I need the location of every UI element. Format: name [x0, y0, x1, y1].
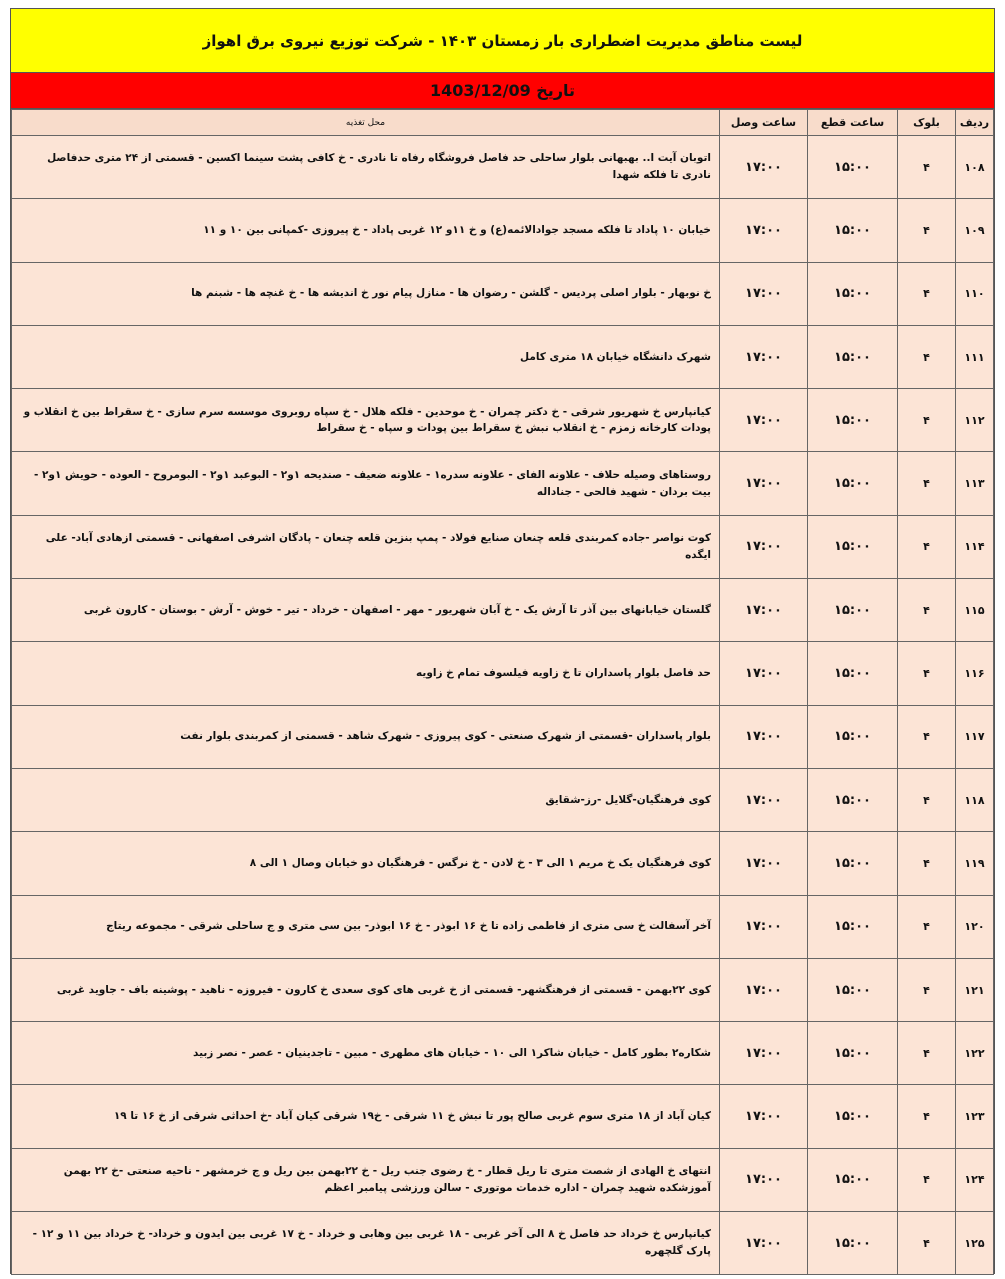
- block-cell: ۴: [898, 325, 956, 388]
- block-cell: ۴: [898, 1148, 956, 1211]
- connect-time-cell: ۱۷:۰۰: [720, 958, 808, 1021]
- block-cell: ۴: [898, 768, 956, 831]
- row-number-cell: ۱۲۰: [956, 895, 994, 958]
- cut-time-cell: ۱۵:۰۰: [808, 136, 898, 199]
- table-row: [12, 832, 994, 895]
- connect-time-cell: ۱۷:۰۰: [720, 768, 808, 831]
- table-row: [12, 1212, 994, 1275]
- block-header: بلوک: [898, 110, 956, 136]
- location-cell: گلستان خیابانهای بین آذر تا آرش یک - خ آبان شهریور - مهر - اصفهان - خرداد - تیر - خوش - آرش - بوستان - کارون غربی: [12, 579, 720, 642]
- location-cell: کیانپارس خ خرداد حد فاصل خ ۸ الی آخر غربی - ۱۸ غربی بین وهابی و خرداد - خ ۱۷ غربی بین ایدون و خرداد- خ خرداد بین ۱۱ و ۱۲ - پارک گلچهره: [12, 1212, 720, 1275]
- block-cell: ۴: [898, 579, 956, 642]
- row-number-cell: ۱۰۹: [956, 199, 994, 262]
- row-number-header: ردیف: [956, 110, 994, 136]
- row-number-cell: ۱۲۵: [956, 1212, 994, 1275]
- table-row: [12, 705, 994, 768]
- location-cell: بلوار پاسداران -قسمتی از شهرک صنعتی - کوی پیروزی - شهرک شاهد - قسمتی از کمربندی بلوار نفت: [12, 705, 720, 768]
- location-cell: شکاره۲ بطور کامل - خیابان شاکر۱ الی ۱۰ - خیابان های مطهری - مبین - تاجدینیان - عصر - نصر زبید: [12, 1022, 720, 1085]
- cut-time-cell: ۱۵:۰۰: [808, 515, 898, 578]
- cut-time-cell: ۱۵:۰۰: [808, 895, 898, 958]
- cut-time-cell: ۱۵:۰۰: [808, 958, 898, 1021]
- table-row: [12, 895, 994, 958]
- block-cell: ۴: [898, 262, 956, 325]
- table-row: [12, 325, 994, 388]
- cut-time-cell: ۱۵:۰۰: [808, 1022, 898, 1085]
- location-cell: کوت نواصر -جاده کمربندی قلعه چنعان صنایع فولاد - پمپ بنزین قلعه چنعان - پادگان اشرفی اصفهانی - قسمتی ازهادی آباد- علی ایگده: [12, 515, 720, 578]
- connect-time-cell: ۱۷:۰۰: [720, 1148, 808, 1211]
- block-cell: ۴: [898, 515, 956, 578]
- cut-time-cell: ۱۵:۰۰: [808, 325, 898, 388]
- cut-time-cell: ۱۵:۰۰: [808, 832, 898, 895]
- row-number-cell: ۱۱۸: [956, 768, 994, 831]
- connect-time-cell: ۱۷:۰۰: [720, 1022, 808, 1085]
- cut-time-cell: ۱۵:۰۰: [808, 768, 898, 831]
- row-number-cell: ۱۰۸: [956, 136, 994, 199]
- location-cell: شهرک دانشگاه خیابان ۱۸ متری کامل: [12, 325, 720, 388]
- block-cell: ۴: [898, 895, 956, 958]
- location-cell: کیانپارس خ شهریور شرقی - خ دکتر چمران - خ موحدین - فلکه هلال - خ سپاه روبروی موسسه سرم سازی - خ سقراط بین خ انقلاب و پودات کارخانه زمزم - خ انقلاب نبش خ سقراط بین پودات و سپاه - خ سقراط: [12, 389, 720, 452]
- cut-time-cell: ۱۵:۰۰: [808, 705, 898, 768]
- page-title: لیست مناطق مدیریت اضطراری بار زمستان ۱۴۰۳ - شرکت توزیع نیروی برق اهواز: [11, 9, 994, 73]
- cut-time-cell: ۱۵:۰۰: [808, 1085, 898, 1148]
- block-cell: ۴: [898, 452, 956, 515]
- cut-time-cell: ۱۵:۰۰: [808, 199, 898, 262]
- table-row: [12, 1022, 994, 1085]
- connect-time-header: ساعت وصل: [720, 110, 808, 136]
- row-number-cell: ۱۱۲: [956, 389, 994, 452]
- row-number-cell: ۱۱۵: [956, 579, 994, 642]
- table-row: [12, 642, 994, 705]
- row-number-cell: ۱۲۴: [956, 1148, 994, 1211]
- row-number-cell: ۱۱۷: [956, 705, 994, 768]
- row-number-cell: ۱۱۰: [956, 262, 994, 325]
- row-number-cell: ۱۱۱: [956, 325, 994, 388]
- row-number-cell: ۱۱۶: [956, 642, 994, 705]
- table-row: [12, 452, 994, 515]
- table-row: [12, 1148, 994, 1211]
- block-cell: ۴: [898, 1022, 956, 1085]
- location-cell: اتوبان آیت ا.. بهبهانی بلوار ساحلی حد فاصل فروشگاه رفاه تا نادری - خ کافی پشت سینما اکسین - قسمتی از ۲۴ متری حدفاصل نادری تا فلکه شهدا: [12, 136, 720, 199]
- connect-time-cell: ۱۷:۰۰: [720, 579, 808, 642]
- connect-time-cell: ۱۷:۰۰: [720, 325, 808, 388]
- table-row: [12, 1085, 994, 1148]
- connect-time-cell: ۱۷:۰۰: [720, 199, 808, 262]
- cut-time-cell: ۱۵:۰۰: [808, 389, 898, 452]
- block-cell: ۴: [898, 389, 956, 452]
- table-body: [12, 136, 994, 1275]
- location-cell: انتهای خ الهادی از شصت متری تا ریل قطار - خ رضوی جنب ریل - خ ۲۲بهمن بین ریل و ج خرمشهر - ناحیه صنعتی -خ ۲۲ بهمن آموزشکده شهید چمران - اداره خدمات موتوری - سالن ورزشی پیامبر اعظم: [12, 1148, 720, 1211]
- schedule-sheet: [10, 8, 995, 1274]
- table-row: [12, 199, 994, 262]
- block-cell: ۴: [898, 136, 956, 199]
- connect-time-cell: ۱۷:۰۰: [720, 705, 808, 768]
- cut-time-cell: ۱۵:۰۰: [808, 452, 898, 515]
- row-number-cell: ۱۱۹: [956, 832, 994, 895]
- row-number-cell: ۱۲۲: [956, 1022, 994, 1085]
- table-header-row: [12, 110, 994, 136]
- table-row: [12, 579, 994, 642]
- cut-time-header: ساعت قطع: [808, 110, 898, 136]
- row-number-cell: ۱۲۱: [956, 958, 994, 1021]
- location-cell: خ نوبهار - بلوار اصلی پردیس - گلشن - رضوان ها - منازل پیام نور خ اندیشه ها - خ غنچه ها - شبنم ها: [12, 262, 720, 325]
- connect-time-cell: ۱۷:۰۰: [720, 515, 808, 578]
- block-cell: ۴: [898, 642, 956, 705]
- location-cell: کوی ۲۲بهمن - قسمتی از فرهنگشهر- قسمتی از خ غربی های کوی سعدی خ کارون - فیروزه - ناهید - پوشینه باف - جاوید غربی: [12, 958, 720, 1021]
- connect-time-cell: ۱۷:۰۰: [720, 895, 808, 958]
- table-row: [12, 768, 994, 831]
- table-row: [12, 958, 994, 1021]
- cut-time-cell: ۱۵:۰۰: [808, 579, 898, 642]
- block-cell: ۴: [898, 832, 956, 895]
- location-cell: کوی فرهنگیان یک خ مریم ۱ الی ۳ - خ لادن - خ نرگس - فرهنگیان دو خیابان وصال ۱ الی ۸: [12, 832, 720, 895]
- connect-time-cell: ۱۷:۰۰: [720, 1212, 808, 1275]
- row-number-cell: ۱۱۴: [956, 515, 994, 578]
- table-row: [12, 262, 994, 325]
- block-cell: ۴: [898, 958, 956, 1021]
- location-cell: حد فاصل بلوار پاسداران تا خ زاویه فیلسوف تمام خ زاویه: [12, 642, 720, 705]
- connect-time-cell: ۱۷:۰۰: [720, 136, 808, 199]
- cut-time-cell: ۱۵:۰۰: [808, 1148, 898, 1211]
- location-cell: خیابان ۱۰ پاداد تا فلکه مسجد جوادالائمه(ع) و خ ۱۱و ۱۲ غربی پاداد - خ پیروزی -کمپانی بین ۱۰ و ۱۱: [12, 199, 720, 262]
- location-cell: کوی فرهنگیان-گلایل -رز-شقایق: [12, 768, 720, 831]
- block-cell: ۴: [898, 1212, 956, 1275]
- connect-time-cell: ۱۷:۰۰: [720, 832, 808, 895]
- table-row: [12, 389, 994, 452]
- table-row: [12, 136, 994, 199]
- row-number-cell: ۱۲۳: [956, 1085, 994, 1148]
- connect-time-cell: ۱۷:۰۰: [720, 642, 808, 705]
- date-banner: تاریخ 1403/12/09: [11, 73, 994, 109]
- connect-time-cell: ۱۷:۰۰: [720, 1085, 808, 1148]
- connect-time-cell: ۱۷:۰۰: [720, 389, 808, 452]
- cut-time-cell: ۱۵:۰۰: [808, 642, 898, 705]
- outage-table: [11, 109, 994, 1275]
- block-cell: ۴: [898, 1085, 956, 1148]
- table-row: [12, 515, 994, 578]
- connect-time-cell: ۱۷:۰۰: [720, 452, 808, 515]
- location-header: محل تغذیه: [12, 110, 720, 136]
- block-cell: ۴: [898, 705, 956, 768]
- location-cell: کیان آباد از ۱۸ متری سوم غربی صالح پور تا نبش خ ۱۱ شرقی - خ۱۹ شرقی کیان آباد -خ احداثی شرقی از خ ۱۶ تا ۱۹: [12, 1085, 720, 1148]
- connect-time-cell: ۱۷:۰۰: [720, 262, 808, 325]
- location-cell: روستاهای وصیله حلاف - علاونه الفای - علاونه سدره۱ - علاونه ضعیف - صندیحه ۱و۲ - البوعبد ۱و۲ - البومروح - العوده - حویش ۱و۲ - بیت بردان - شهید فالحی - جناداله: [12, 452, 720, 515]
- row-number-cell: ۱۱۳: [956, 452, 994, 515]
- cut-time-cell: ۱۵:۰۰: [808, 1212, 898, 1275]
- block-cell: ۴: [898, 199, 956, 262]
- cut-time-cell: ۱۵:۰۰: [808, 262, 898, 325]
- location-cell: آخر آسفالت خ سی متری از فاطمی زاده تا خ ۱۶ ابوذر - خ ۱۶ ابوذر- بین سی متری و ج ساحلی شرقی - مجموعه ریتاج: [12, 895, 720, 958]
